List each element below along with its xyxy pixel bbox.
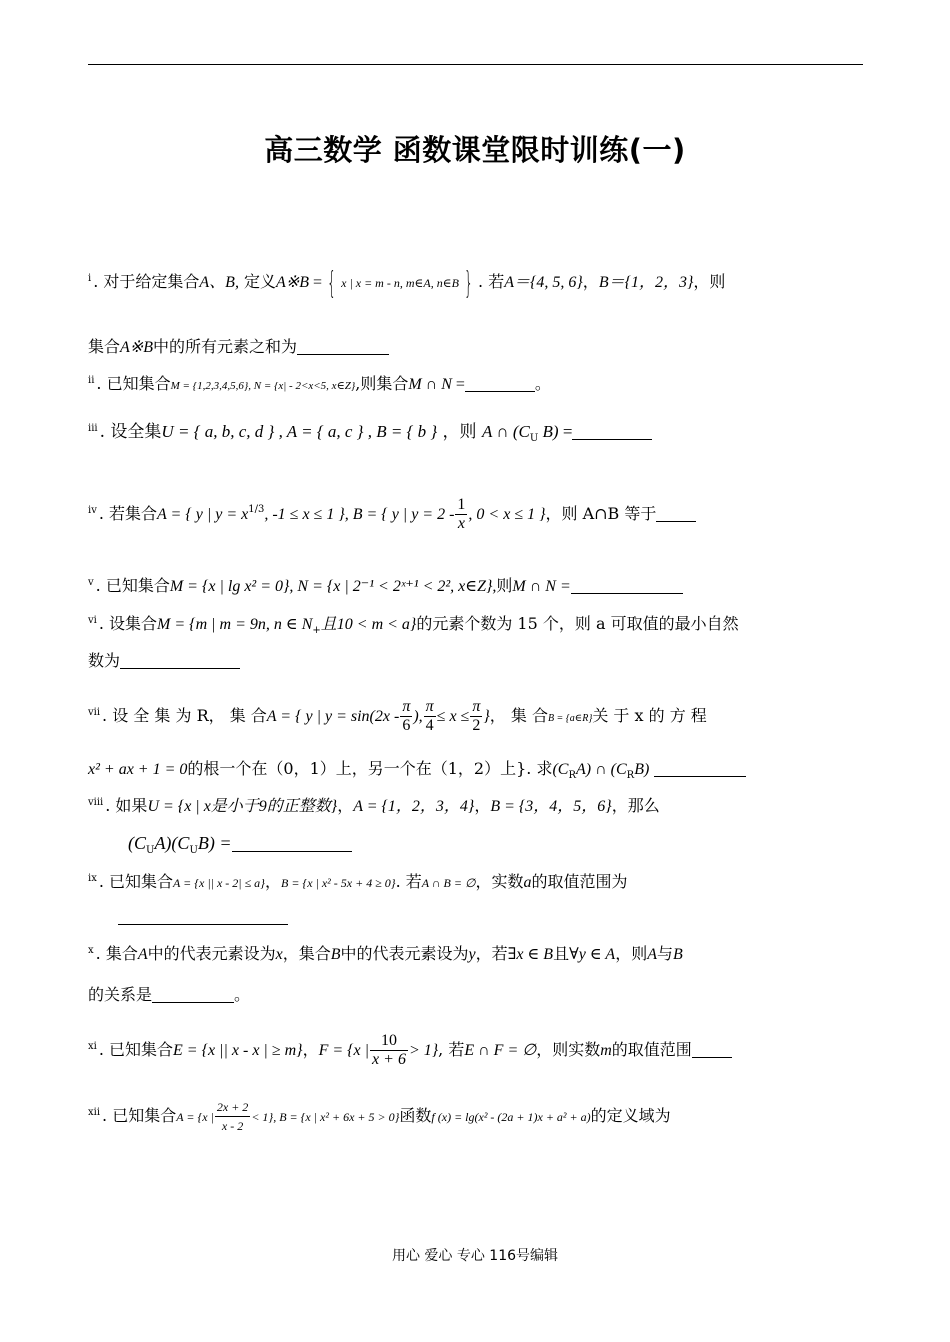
answer-blank[interactable] [120,652,240,669]
question-8 [88,792,863,818]
math-expr: } [483,708,490,725]
question-text: . 设 全 集 为 R， 集 合 [102,706,267,725]
math-expr: ≤ x ≤ [436,708,470,725]
question-text: ， 集 合 [489,706,548,725]
fraction-denominator: 4 [425,717,434,734]
brace-right: } [464,266,473,301]
math-expr: m [600,1042,612,1059]
math-expr: B = {x | x² - 5x + 4 ≥ 0} [281,876,396,890]
question-text: . 设集合 [98,614,158,633]
math-expr: U = { a, b, c, d } , A = { a, c } , B = { b } [161,422,438,441]
question-number: iii [88,423,98,434]
question-number: viii [88,797,104,808]
math-expr: ), [413,708,423,725]
question-6 [88,610,863,642]
question-text: ，则 [437,422,482,442]
question-number: iv [88,505,97,516]
math-expr: , 0 < x ≤ 1 } [468,506,546,523]
math-expr: B) = [197,833,232,853]
fraction [455,496,467,533]
question-text: 关 于 x 的 方 程 [592,706,707,725]
superscript: 1/3 [248,504,265,515]
question-12 [88,1098,863,1135]
math-expr: (C [552,761,569,778]
fraction-numerator: π [425,698,434,715]
math-expr: B = {3，4，5，6} [490,798,612,815]
question-1 [88,266,863,301]
question-11 [88,1032,863,1069]
math-expr: A [647,946,657,963]
question-text: . 对于给定集合 [93,272,200,291]
math-expr: M ∩ N [408,376,452,393]
question-text: ， [337,796,354,815]
question-text: ,则集合 [355,374,409,393]
question-text: . 已知集合 [96,374,171,393]
question-number: vi [88,615,97,626]
question-text: 的元素个数为 15 个，则 a 可取值的最小自然 [416,614,739,633]
question-text: . 集合 [95,944,138,963]
math-expr: E ∩ F = ∅ [464,1042,537,1059]
question-text: 函数 [399,1106,432,1125]
question-text: ，则实数 [536,1040,601,1059]
math-expr: > 1} [408,1042,439,1059]
fraction-numerator: π [472,698,481,715]
math-expr: f (x) = lg(x² - (2a + 1)x + a² + a) [431,1110,591,1124]
question-number: i [88,273,92,284]
math-expr: U = {x | x是小于9的正整数} [147,798,338,815]
fraction-denominator: x [457,515,465,532]
fraction-denominator: 2 [472,717,481,734]
question-text: 的根一个在（0，1）上，另一个在（1，2）上}. 求 [187,759,553,778]
math-expr: (C [128,833,146,853]
question-5 [88,572,863,598]
math-expr: x² + ax + 1 = 0 [88,761,188,778]
math-expr: A※B [120,339,153,356]
question-text: 与 [656,944,673,963]
separator: ， [474,796,491,815]
answer-blank[interactable] [654,760,746,777]
question-10 [88,940,863,966]
question-text: ，那么 [611,796,660,815]
fraction [424,698,436,735]
math-expr: M = {m | m = 9n, n ∈ N [157,616,313,633]
math-expr: = [309,274,323,291]
math-expr: A [137,946,148,963]
question-2 [88,370,863,397]
question-text: . 已知集合 [98,872,174,891]
subscript: + [312,625,321,636]
question-7 [88,698,863,735]
answer-blank[interactable] [232,835,352,852]
math-expr: , -1 ≤ x ≤ 1 }, B = { y | y = 2 - [264,506,455,523]
math-expr: B) [538,422,559,441]
question-number: v [88,577,94,588]
math-expr: B＝{1，2，3} [598,274,694,291]
question-4 [88,496,863,533]
math-expr: 且10 < m < a} [320,616,417,633]
math-expr: A = { y | y = x [157,506,249,523]
fraction-numerator: 10 [370,1032,408,1051]
math-expr: B [673,946,683,963]
math-expr: = [451,376,465,393]
math-expr: A) ∩ (C [576,761,627,778]
math-expr: A)(C [154,833,190,853]
fraction-denominator: x + 6 [372,1051,406,1068]
separator: ， [302,1040,319,1059]
question-text: 的关系是 [88,985,153,1004]
math-expr: M ∩ N = [512,578,571,595]
math-expr: A※B [276,274,309,291]
math-expr: A、B, [199,274,239,291]
fraction [370,1032,408,1069]
page-footer: 用心 爱心 专心 116号编辑 [391,1248,559,1264]
question-text: 的取值范围 [611,1040,692,1059]
subscript: R [568,770,576,781]
math-expr: ∃x ∈ B [507,946,554,963]
answer-blank[interactable] [297,338,389,355]
math-expr: M = {1,2,3,4,5,6}, N = {x| - 2<x<5, x∈Z} [170,380,356,392]
question-9 [88,868,863,894]
math-expr: B) [634,761,650,778]
question-number: xi [88,1041,97,1052]
question-text: ，若 [475,944,508,963]
question-text: 数为 [88,651,121,670]
math-expr: x | x = m - n, m∈A, n∈B [341,276,459,290]
page-title: 高三数学 函数课堂限时训练(一) [264,133,686,167]
question-text: . 若集合 [98,504,158,523]
math-expr: M = {x | lg x² = 0}, N = {x | 2⁻¹ < 2ˣ⁺¹ < 2², x∈Z}, [169,578,497,595]
question-text: 的定义域为 [590,1106,671,1125]
question-1-line2 [88,336,863,359]
separator: ， [582,272,599,291]
fraction-denominator: 6 [402,717,411,734]
math-expr: A = {x | [176,1110,214,1124]
question-text: . 已知集合 [95,576,170,595]
subscript: U [529,433,539,444]
question-text: 中的代表元素设为 [340,944,469,963]
question-text: . 如果 [105,796,148,815]
separator: ， [264,872,281,891]
question-text: ，则 A∩B 等于 [545,504,657,523]
answer-blank[interactable] [465,375,535,392]
brace-left: { [327,266,336,301]
math-expr: = [558,422,573,441]
math-expr: A ∩ B = ∅ [421,876,476,890]
math-expr: F = {x | [318,1042,370,1059]
question-text: ，则 [693,272,726,291]
question-8-line2 [128,832,903,862]
question-number: vii [88,707,101,718]
question-text: 中的代表元素设为 [147,944,276,963]
math-expr: a [523,874,532,891]
question-text: ，则 [615,944,648,963]
answer-blank[interactable] [692,1041,732,1058]
fraction [215,1098,250,1135]
question-text: 。 [534,374,551,393]
math-expr: ∀y ∈ A [569,946,616,963]
subscript: R [626,770,635,781]
math-expr: A ∩ (C [481,422,530,441]
question-number: xii [88,1107,101,1118]
math-expr: < 1}, B = {x | x² + 6x + 5 > 0} [251,1110,400,1124]
math-expr: A = {x || x - 2| ≤ a} [173,876,265,890]
question-text: . 已知集合 [102,1106,177,1125]
fraction-numerator: 2x + 2 [215,1098,250,1117]
fraction-denominator: x - 2 [221,1119,244,1133]
question-text: 。 [234,985,251,1004]
question-text: , 若 [438,1040,465,1059]
math-expr: A＝{4, 5, 6} [504,274,583,291]
question-text: ，集合 [282,944,331,963]
answer-blank[interactable] [656,505,696,522]
question-number: ii [88,375,95,386]
question-6-line2 [88,650,863,672]
question-text: 则 [496,576,513,595]
question-text: . 已知集合 [98,1040,174,1059]
math-expr: A = { y | y = sin(2x - [266,708,400,725]
question-number: ix [88,873,97,884]
fraction [470,698,482,735]
subscript: U [189,845,198,856]
question-text: . 若 [478,272,505,291]
fraction-numerator: π [402,698,411,715]
fraction-numerator: 1 [457,496,466,513]
question-text: 定义 [238,272,277,291]
question-text: ，实数 [475,872,524,891]
answer-blank[interactable] [571,577,683,594]
question-9-line2 [118,906,893,928]
math-expr: y [468,946,476,963]
answer-blank[interactable] [118,908,288,925]
question-text: . 若 [395,872,422,891]
answer-blank[interactable] [572,423,652,440]
question-text: 的取值范围为 [531,872,628,891]
math-expr: E = {x || x - x | ≥ m} [173,1042,303,1059]
fraction [400,698,412,735]
question-text: 中的所有元素之和为 [152,337,297,356]
math-expr: x [275,946,283,963]
question-7-line2 [88,758,863,787]
question-text: 且 [553,944,570,963]
math-expr: B [330,946,341,963]
math-expr: B = {a∈R} [547,713,593,724]
answer-blank[interactable] [152,986,234,1003]
question-text: 集合 [88,337,121,356]
question-10-line2 [88,984,863,1006]
header-rule [88,64,863,65]
subscript: U [146,845,155,856]
math-expr: A = {1，2，3，4} [353,798,475,815]
question-text: . 设全集 [99,422,162,442]
question-number: x [88,945,94,956]
question-3 [88,418,863,450]
